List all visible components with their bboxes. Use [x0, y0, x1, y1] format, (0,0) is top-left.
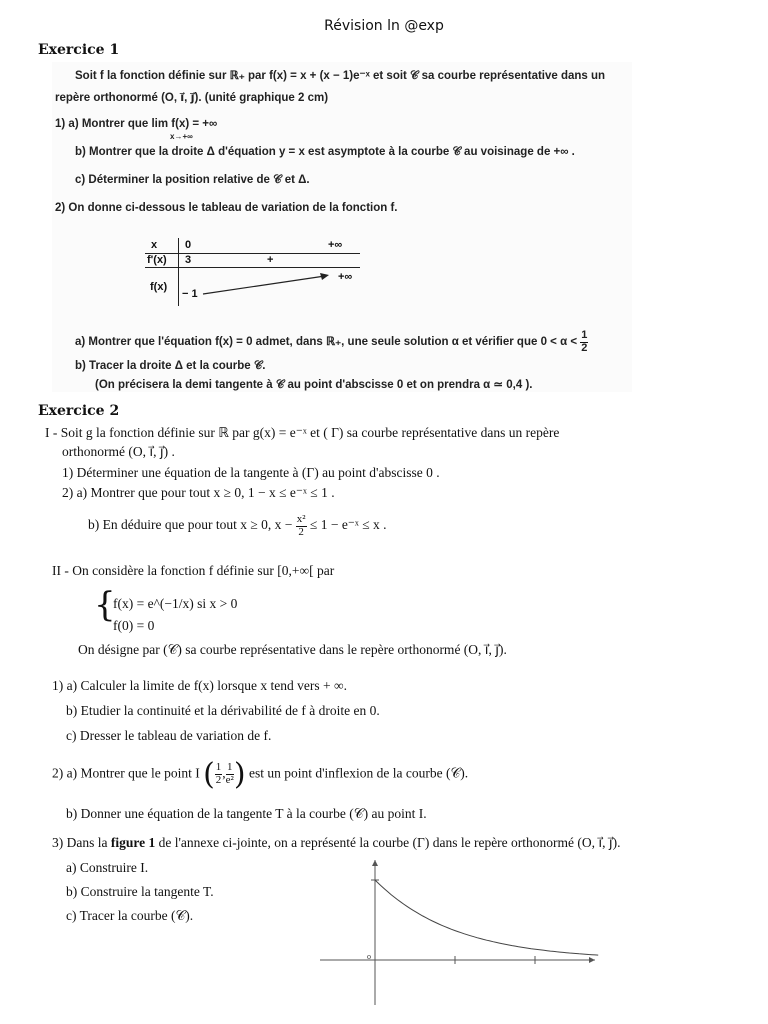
paren-open: (: [203, 757, 215, 792]
ex2-part2-intro: II - On considère la fonction f définie sur [0,+∞[ par: [52, 563, 335, 578]
piecewise-brace: {: [94, 585, 116, 625]
fraction-numerator: 1: [215, 761, 222, 774]
figure-gamma-curve: [315, 855, 600, 1015]
table-f-label: f(x): [150, 281, 168, 293]
table-f-end: +∞: [338, 271, 353, 283]
ex1-q1a-limit-subscript: x→+∞: [170, 132, 193, 141]
ex2-part2-q2b: b) Donner une équation de la tangente T à la courbe (𝒞) au point I.: [66, 806, 427, 821]
fraction-one-half: [215, 762, 223, 786]
ex1-q2b: b) Tracer la droite Δ et la courbe 𝒞.: [75, 360, 266, 372]
ex2-part1-q2a: 2) a) Montrer que pour tout x ≥ 0, 1 − x ≤ e⁻ˣ ≤ 1 .: [62, 485, 335, 500]
ex1-intro-line-2: repère orthonormé (O, i⃗, j⃗). (unité graphique 2 cm): [55, 92, 329, 104]
ex1-q1c: c) Déterminer la position relative de 𝒞 et Δ.: [75, 174, 310, 186]
ex2-part1-q1: 1) Déterminer une équation de la tangente à (Γ) au point d'abscisse 0 .: [62, 465, 440, 480]
paren-close: ): [233, 757, 246, 792]
ex1-q2b-note: (On précisera la demi tangente à 𝒞 au point d'abscisse 0 et on prendra α ≃ 0,4 ).: [95, 379, 533, 391]
table-x-label: x: [151, 239, 158, 251]
ex2-part2-q3-text: 3) Dans la: [52, 835, 108, 850]
fraction-denominator: e²: [225, 774, 234, 786]
table-derivative-label: f'(x): [147, 254, 167, 266]
fraction-numerator: 1: [227, 761, 233, 774]
fraction-denominator: 2: [215, 774, 222, 786]
fraction-one-over-e2: [226, 762, 234, 786]
fraction-denominator: 2: [581, 341, 588, 354]
table-x-zero: 0: [185, 239, 192, 251]
piecewise-case-2: f(0) = 0: [113, 618, 155, 633]
ex2-part1-q2b-inequality: ≤ 1 − e⁻ˣ ≤ x .: [309, 517, 387, 533]
fraction-numerator: 1: [581, 329, 588, 341]
table-x-infinity: +∞: [328, 239, 343, 251]
table-derivative-at-zero: 3: [185, 254, 192, 266]
table-derivative-sign: +: [267, 254, 274, 266]
ex2-part1-q2b: [88, 514, 387, 538]
ex2-part2-q2a-statement: est un point d'inflexion de la courbe (𝒞).: [248, 765, 469, 781]
fraction-one-half: [580, 330, 588, 354]
table-arrow: [145, 238, 365, 308]
page-title: Révision ln @exp: [324, 18, 444, 34]
ex2-part1-q2b-text: b) En déduire que pour tout x ≥ 0, x −: [88, 517, 293, 533]
ex2-part2-q2a: 2) a) Montrer que le point I ( $\frac{1}{2}$ , $\frac{1}{\text{e²}}$ ) est un point d'inflexion de la courbe (𝒞).: [52, 757, 469, 792]
piecewise-case-1: f(x) = e^(−1/x) si x > 0: [113, 596, 238, 611]
ex2-part2-q3b: b) Construire la tangente T.: [66, 884, 214, 899]
origin-label: o: [367, 952, 371, 961]
ex1-q1a: 1) a) Montrer que lim f(x) = +∞: [55, 118, 218, 130]
ex2-part1-frame: orthonormé (O, i⃗, j⃗) .: [62, 444, 175, 459]
ex2-part2-q3: [52, 835, 621, 851]
ex1-q1b: b) Montrer que la droite Δ d'équation y = x est asymptote à la courbe 𝒞 au voisinage de +∞ .: [75, 146, 575, 158]
ex2-part2-curve-def: On désigne par (𝒞) sa courbe représentative dans le repère orthonormé (O, i⃗, j⃗).: [78, 642, 507, 657]
x-axis-arrow: [589, 957, 595, 963]
fraction-denominator: 2: [298, 525, 304, 538]
y-axis-arrow: [372, 860, 378, 866]
exercise-2-heading: Exercice 2: [38, 403, 120, 419]
ex2-part2-q1a: 1) a) Calculer la limite de f(x) lorsque x tend vers + ∞.: [52, 678, 348, 693]
gamma-curve-path: [375, 880, 598, 955]
ex2-part2-q1b: b) Etudier la continuité et la dérivabilité de f à droite en 0.: [66, 703, 380, 718]
ex1-q2: 2) On donne ci-dessous le tableau de variation de la fonction f.: [55, 202, 398, 214]
ex1-intro-line-1: Soit f la fonction définie sur ℝ₊ par f(x) = x + (x − 1)e⁻ˣ et soit 𝒞 sa courbe représentative dans un: [75, 70, 606, 82]
ex1-q2a: [75, 330, 588, 354]
exercise-1-heading: Exercice 1: [38, 42, 120, 58]
ex2-part2-q1c: c) Dresser le tableau de variation de f.: [66, 728, 272, 743]
ex2-part2-q3a: a) Construire I.: [66, 860, 149, 875]
fraction-x2-over-2: [296, 514, 307, 538]
ex2-part2-q3-rest: de l'annexe ci-jointe, on a représenté la courbe (Γ) dans le repère orthonormé (O, i⃗, j⃗).: [158, 835, 621, 850]
figure-reference: figure 1: [110, 835, 156, 850]
ex2-part2-q3c: c) Tracer la courbe (𝒞).: [66, 908, 194, 923]
variation-table: [145, 238, 365, 308]
table-f-start: − 1: [182, 288, 198, 300]
ex2-part1-intro: I - Soit g la fonction définie sur ℝ par g(x) = e⁻ˣ et ( Γ) sa courbe représentative dans un repère: [45, 425, 560, 440]
ex2-part2-q2a-text: 2) a) Montrer que le point I: [52, 765, 200, 781]
fraction-numerator: x²: [296, 513, 306, 525]
ex1-q2a-text: a) Montrer que l'équation f(x) = 0 admet, dans ℝ₊, une seule solution α et vérifier que 0 < α <: [75, 336, 578, 349]
